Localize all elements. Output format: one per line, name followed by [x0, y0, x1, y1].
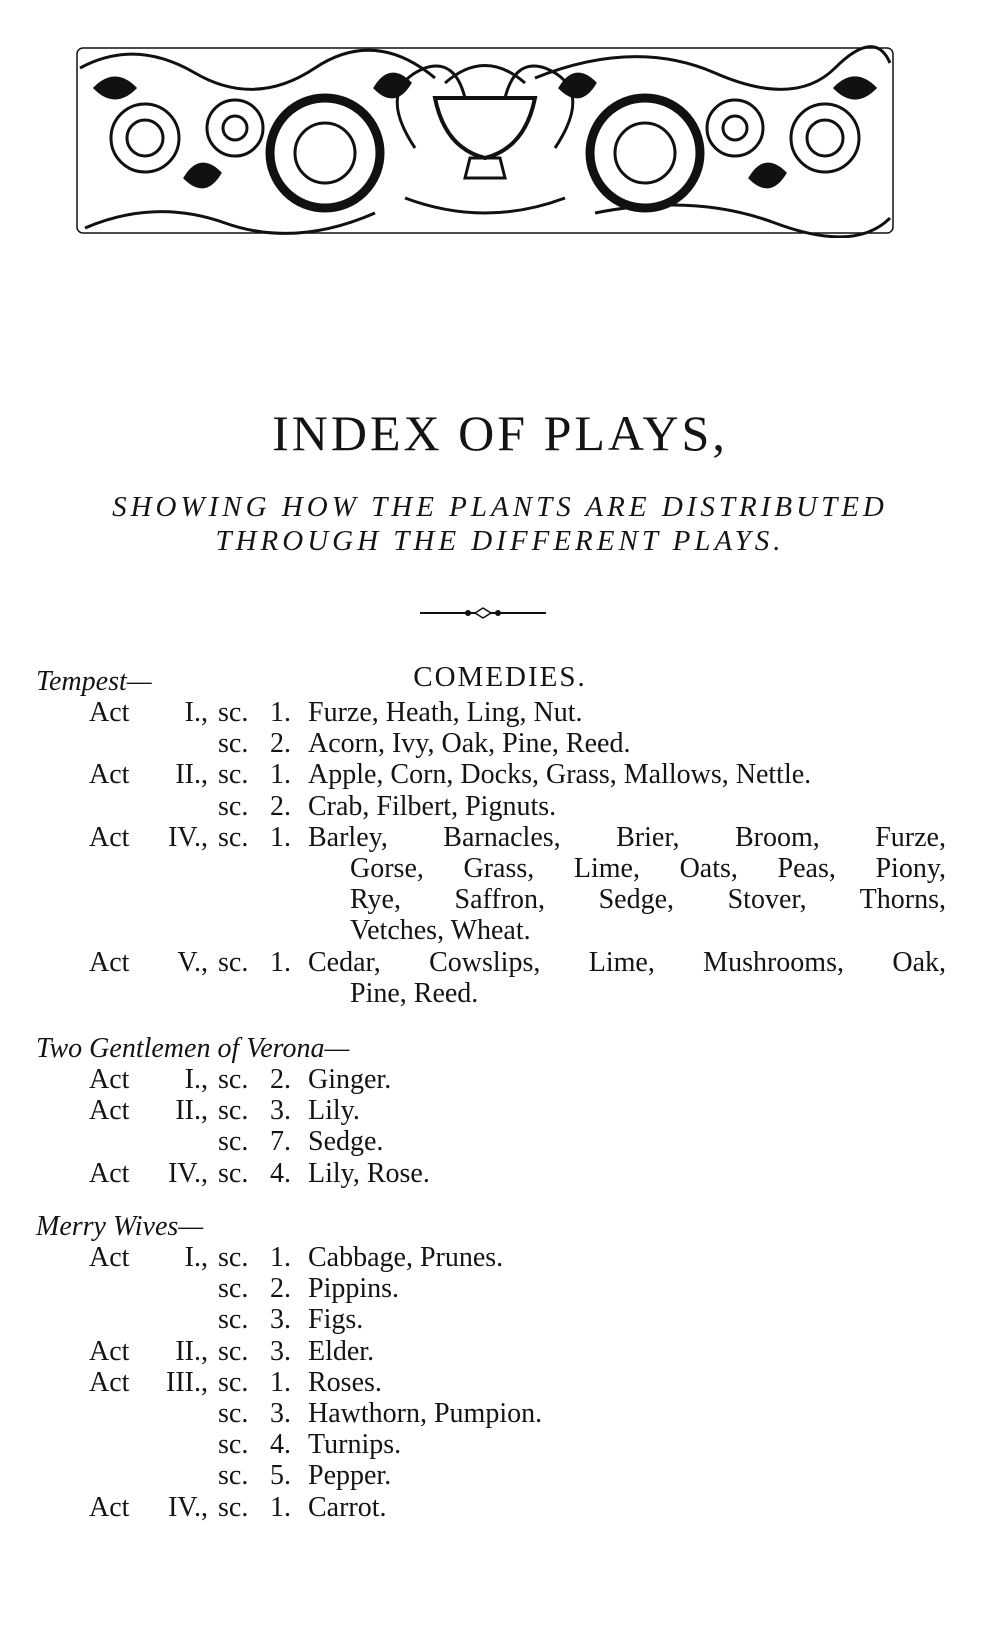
- scene-label: sc.: [218, 1157, 249, 1189]
- plant-list: Pine, Reed.: [350, 977, 479, 1009]
- play-title: Merry Wives—: [36, 1211, 204, 1242]
- scene-label: sc.: [218, 1335, 249, 1367]
- act-label: Act: [89, 1242, 130, 1273]
- scene-number: 4.: [270, 1157, 291, 1189]
- plant-list: Figs.: [308, 1304, 364, 1336]
- divider-ornament-icon: [420, 606, 546, 620]
- act-number: II.,: [175, 759, 208, 791]
- plant-list: Cedar, Cowslips, Lime, Mushrooms, Oak,: [308, 946, 946, 978]
- scene-number: 2.: [270, 1273, 291, 1305]
- scene-number: 1.: [270, 1366, 291, 1398]
- act-label: Act: [89, 1335, 130, 1367]
- plant-list: Carrot.: [308, 1491, 387, 1523]
- plant-list: Elder.: [308, 1335, 375, 1367]
- act-label: Act: [89, 946, 130, 978]
- scene-number: 3.: [270, 1095, 291, 1127]
- play-title: Two Gentlemen of Verona—: [36, 1033, 350, 1064]
- plant-list: Pippins.: [308, 1273, 400, 1305]
- floral-scroll-headpiece-icon: [75, 28, 895, 238]
- act-number: IV.,: [168, 1491, 208, 1523]
- scene-label: sc.: [218, 1491, 249, 1523]
- scene-label: sc.: [218, 1429, 249, 1461]
- scene-number: 1.: [270, 821, 291, 853]
- act-label: Act: [89, 759, 130, 791]
- act-number: II.,: [175, 1335, 208, 1367]
- plant-list: Crab, Filbert, Pignuts.: [308, 790, 557, 822]
- scene-label: sc.: [218, 1273, 249, 1305]
- plant-list: Apple, Corn, Docks, Grass, Mallows, Nettle.: [308, 759, 812, 791]
- scene-label: sc.: [218, 728, 249, 760]
- scene-label: sc.: [218, 1064, 249, 1095]
- scene-label: sc.: [218, 790, 249, 822]
- scene-number: 4.: [270, 1429, 291, 1461]
- subtitle-line-1: SHOWING HOW THE PLANTS ARE DISTRIBUTED: [112, 491, 888, 523]
- plant-list: Barley, Barnacles, Brier, Broom, Furze,: [308, 821, 946, 853]
- scene-number: 1.: [270, 946, 291, 978]
- plant-list: Ginger.: [308, 1064, 392, 1095]
- act-label: Act: [89, 1366, 130, 1398]
- act-number: V.,: [177, 946, 208, 978]
- plant-list: Sedge.: [308, 1126, 384, 1158]
- act-number: I.,: [184, 1242, 208, 1273]
- scene-label: sc.: [218, 1304, 249, 1336]
- act-number: I.,: [184, 697, 208, 728]
- scene-label: sc.: [218, 1460, 249, 1492]
- page-title: INDEX OF PLAYS,: [272, 405, 728, 461]
- scene-label: sc.: [218, 821, 249, 853]
- act-label: Act: [89, 1064, 130, 1095]
- scene-number: 7.: [270, 1126, 291, 1158]
- plant-list: Furze, Heath, Ling, Nut.: [308, 697, 583, 728]
- scene-label: sc.: [218, 759, 249, 791]
- scene-number: 2.: [270, 790, 291, 822]
- scene-label: sc.: [218, 1095, 249, 1127]
- act-number: IV.,: [168, 1157, 208, 1189]
- scene-number: 3.: [270, 1398, 291, 1429]
- subtitle-line-2: THROUGH THE DIFFERENT PLAYS.: [215, 525, 785, 557]
- act-number: IV.,: [168, 821, 208, 853]
- plant-list: Pepper.: [308, 1460, 392, 1492]
- scene-label: sc.: [218, 1366, 249, 1398]
- plant-list: Vetches, Wheat.: [350, 915, 531, 947]
- act-number: III.,: [166, 1366, 208, 1398]
- plant-list: Lily, Rose.: [308, 1157, 430, 1189]
- scene-label: sc.: [218, 1126, 249, 1158]
- act-label: Act: [89, 697, 130, 728]
- plant-list: Gorse, Grass, Lime, Oats, Peas, Piony,: [350, 853, 946, 884]
- act-label: Act: [89, 1491, 130, 1523]
- scene-number: 3.: [270, 1335, 291, 1367]
- scene-number: 1.: [270, 1242, 291, 1273]
- section-heading: COMEDIES.: [413, 661, 587, 693]
- plant-list: Rye, Saffron, Sedge, Stover, Thorns,: [350, 884, 946, 916]
- scene-label: sc.: [218, 697, 249, 728]
- plant-list: Cabbage, Prunes.: [308, 1242, 504, 1273]
- act-number: I.,: [184, 1064, 208, 1095]
- act-label: Act: [89, 1095, 130, 1127]
- scene-number: 3.: [270, 1304, 291, 1336]
- act-label: Act: [89, 821, 130, 853]
- plant-list: Lily.: [308, 1095, 360, 1127]
- scene-label: sc.: [218, 1398, 249, 1429]
- scene-number: 1.: [270, 759, 291, 791]
- scene-number: 1.: [270, 1491, 291, 1523]
- scene-number: 5.: [270, 1460, 291, 1492]
- plant-list: Acorn, Ivy, Oak, Pine, Reed.: [308, 728, 631, 760]
- plant-list: Hawthorn, Pumpion.: [308, 1398, 543, 1429]
- plant-list: Roses.: [308, 1366, 382, 1398]
- plant-list: Turnips.: [308, 1429, 402, 1461]
- scene-number: 2.: [270, 1064, 291, 1095]
- act-label: Act: [89, 1157, 130, 1189]
- scene-label: sc.: [218, 1242, 249, 1273]
- scene-number: 2.: [270, 728, 291, 760]
- act-number: II.,: [175, 1095, 208, 1127]
- scene-label: sc.: [218, 946, 249, 978]
- play-title: Tempest—: [36, 666, 152, 697]
- scene-number: 1.: [270, 697, 291, 728]
